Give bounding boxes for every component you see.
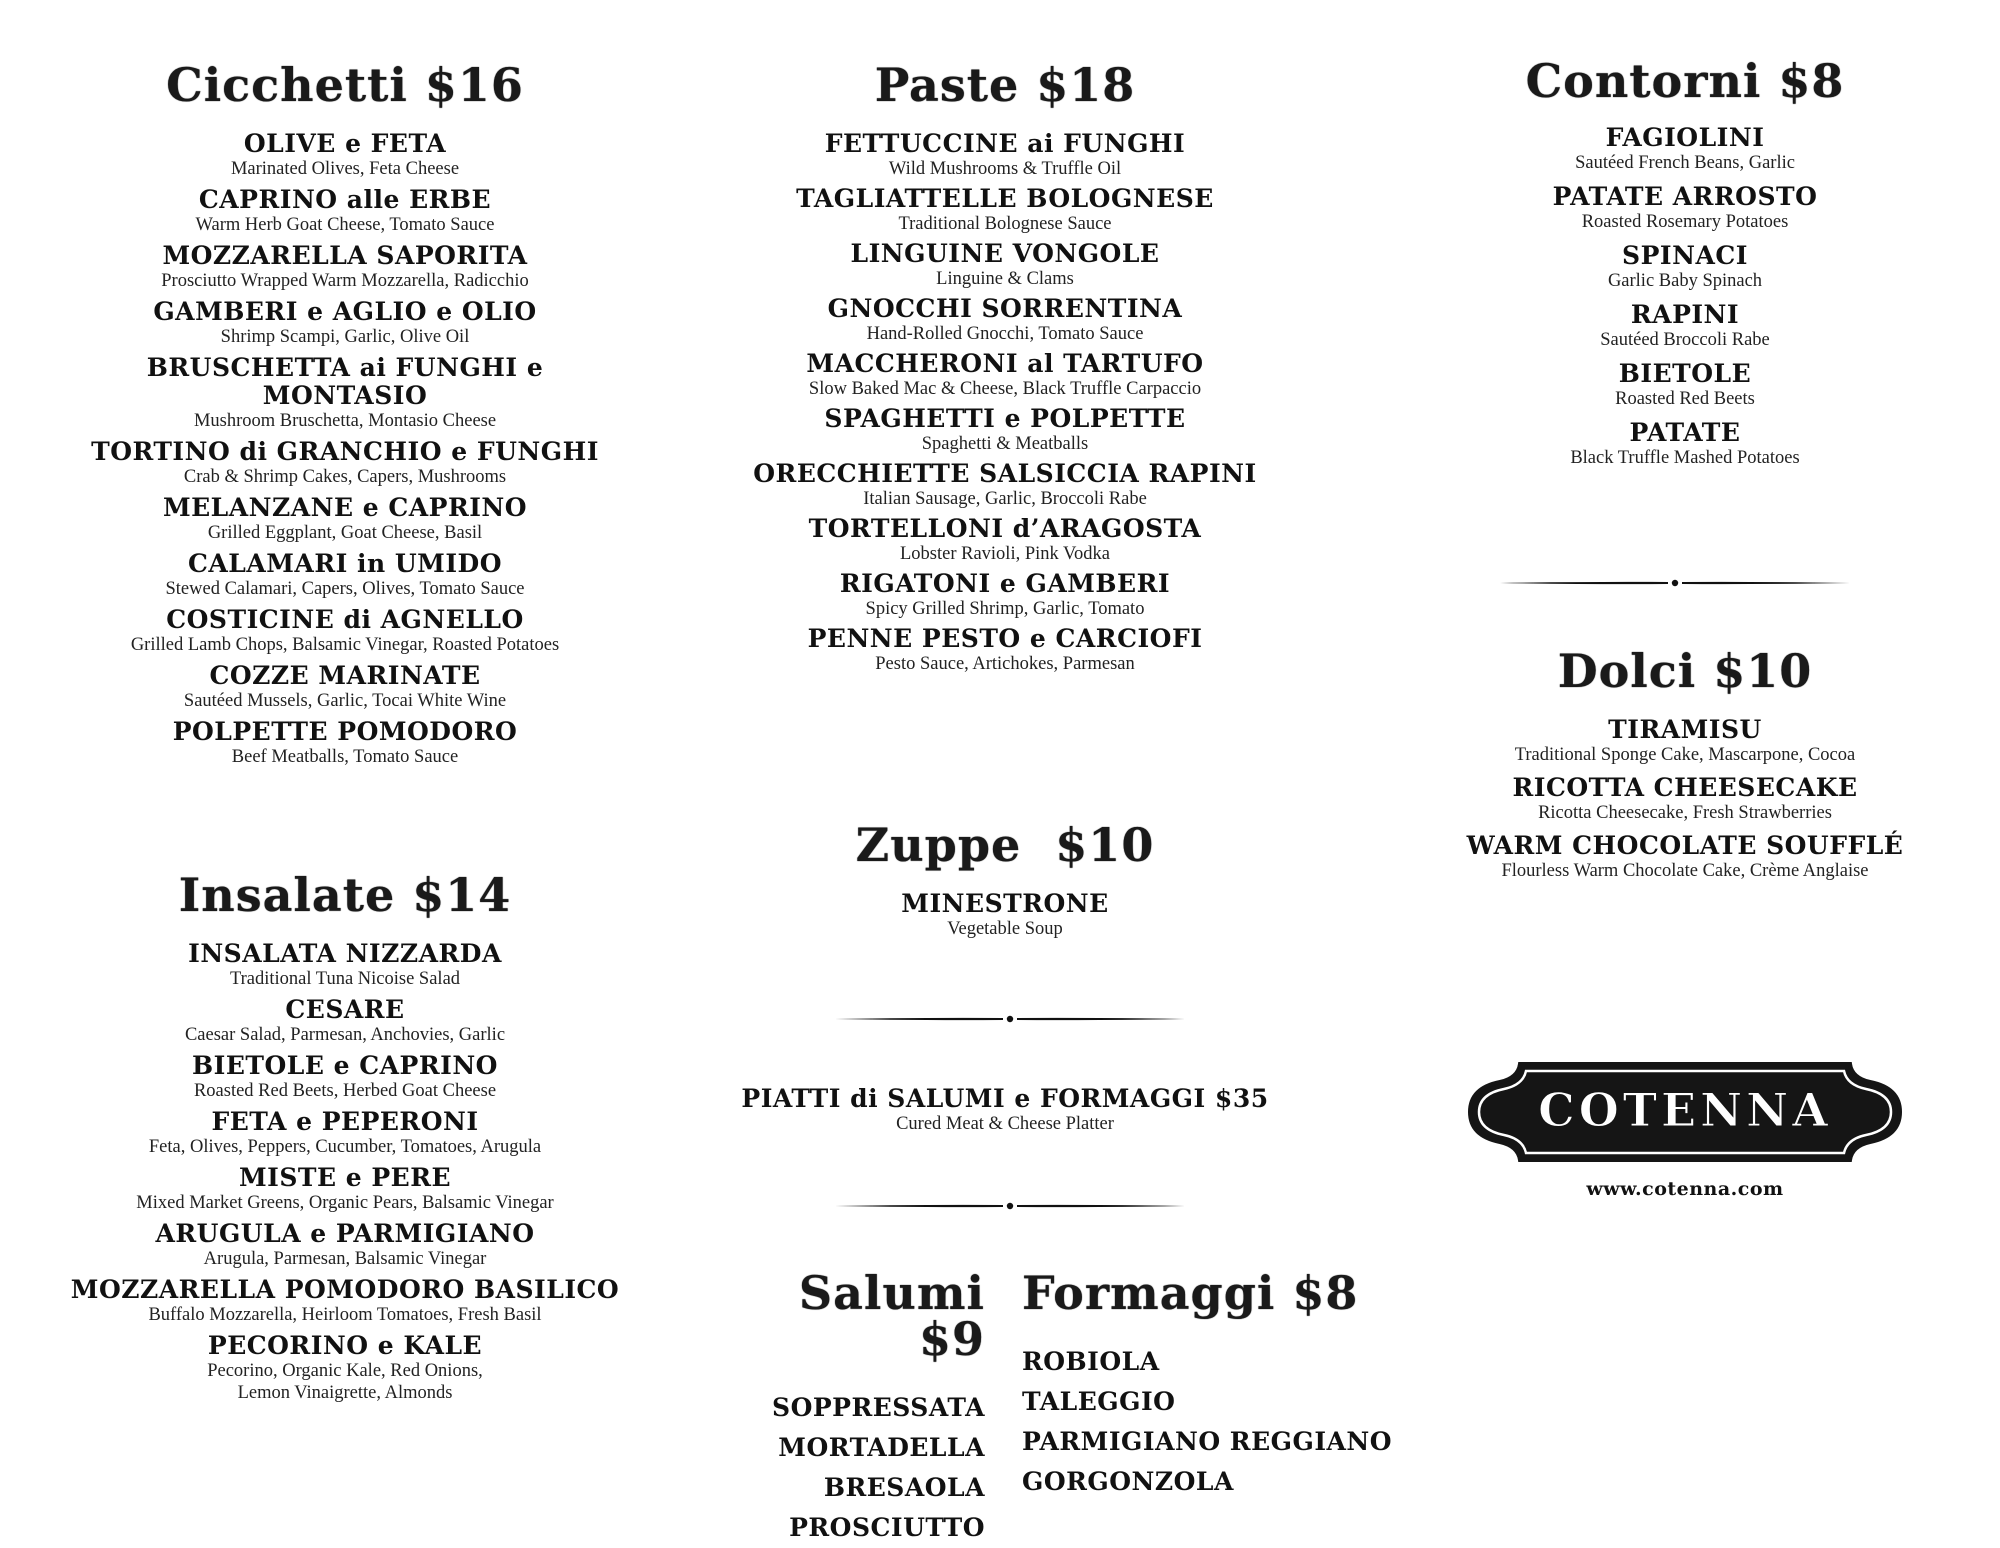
item-description: Marinated Olives, Feta Cheese — [230, 159, 460, 179]
item-name: MOZZARELLA POMODORO BASILICO — [70, 1275, 620, 1304]
item-description: Ricotta Cheesecake, Fresh Strawberries — [1538, 803, 1832, 823]
list-item: TALEGGIO — [1022, 1387, 1176, 1416]
menu-item — [1460, 301, 1910, 351]
item-description: Roasted Red Beets, Herbed Goat Cheese — [193, 1081, 497, 1101]
item-name: BIETOLE e CAPRINO — [192, 1051, 498, 1080]
menu-item — [740, 350, 1270, 400]
website-url: www.cotenna.com — [1586, 1178, 1784, 1200]
menu-item — [60, 1052, 630, 1102]
insalate-title: Insalate $14 — [178, 868, 512, 922]
item-description: Flourless Warm Chocolate Cake, Crème Anglaise — [1501, 861, 1869, 881]
contorni-list — [1460, 124, 1910, 469]
item-description: Feta, Olives, Peppers, Cucumber, Tomatoes, Arugula — [148, 1137, 542, 1157]
piatti-name: PIATTI di SALUMI e FORMAGGI $35 — [741, 1084, 1269, 1113]
item-description: Garlic Baby Spinach — [1607, 271, 1763, 291]
item-description: Hand-Rolled Gnocchi, Tomato Sauce — [866, 324, 1144, 344]
cicchetti-title: Cicchetti $16 — [166, 58, 524, 112]
item-name: PENNE PESTO e CARCIOFI — [807, 624, 1203, 653]
menu-item — [1460, 774, 1910, 824]
item-name: WARM CHOCOLATE SOUFFLÉ — [1466, 831, 1904, 860]
formaggi-list — [1022, 1342, 1422, 1502]
menu-item — [740, 890, 1270, 940]
menu-item — [60, 242, 630, 292]
menu-item — [60, 1332, 630, 1404]
item-description: Lobster Ravioli, Pink Vodka — [899, 544, 1110, 564]
item-name: RICOTTA CHEESECAKE — [1512, 773, 1858, 802]
menu-item — [60, 718, 630, 768]
contorni-section — [1460, 54, 1910, 478]
item-description: Roasted Rosemary Potatoes — [1581, 212, 1789, 232]
piatti-section — [740, 1085, 1270, 1135]
menu-item — [60, 1108, 630, 1158]
menu-item — [740, 295, 1270, 345]
paste-section — [740, 58, 1270, 680]
item-description: Traditional Sponge Cake, Mascarpone, Cocoa — [1514, 745, 1856, 765]
item-description: Slow Baked Mac & Cheese, Black Truffle Carpaccio — [808, 379, 1202, 399]
menu-item — [60, 438, 630, 488]
item-description: Wild Mushrooms & Truffle Oil — [888, 159, 1122, 179]
item-name: LINGUINE VONGOLE — [850, 239, 1160, 268]
menu-item — [60, 1164, 630, 1214]
item-description: Buffalo Mozzarella, Heirloom Tomatoes, Fresh Basil — [148, 1305, 542, 1325]
item-name: RIGATONI e GAMBERI — [839, 569, 1171, 598]
item-name: PATATE ARROSTO — [1552, 182, 1818, 211]
formaggi-title: Formaggi $8 — [1022, 1266, 1359, 1320]
item-description: Grilled Eggplant, Goat Cheese, Basil — [207, 523, 483, 543]
list-item: ROBIOLA — [1022, 1347, 1160, 1376]
item-description: Sautéed Mussels, Garlic, Tocai White Wine — [183, 691, 507, 711]
item-name: MINESTRONE — [901, 889, 1109, 918]
item-description: Mushroom Bruschetta, Montasio Cheese — [193, 411, 497, 431]
cicchetti-section — [60, 58, 630, 774]
menu-item — [60, 1220, 630, 1270]
menu-item — [60, 186, 630, 236]
menu-item — [740, 130, 1270, 180]
item-name: PATATE — [1629, 418, 1741, 447]
paste-title: Paste $18 — [874, 58, 1136, 112]
list-item: SOPPRESSATA — [772, 1393, 985, 1422]
menu-item — [1460, 419, 1910, 469]
item-name: GAMBERI e AGLIO e OLIO — [153, 297, 537, 326]
item-description: Mixed Market Greens, Organic Pears, Balsamic Vinegar — [136, 1193, 554, 1213]
item-name: FETTUCCINE ai FUNGHI — [824, 129, 1186, 158]
item-name: CALAMARI in UMIDO — [187, 549, 503, 578]
paste-list — [740, 130, 1270, 675]
insalate-list — [60, 940, 630, 1404]
item-description: Linguine & Clams — [936, 269, 1074, 289]
list-item: MORTADELLA — [778, 1433, 985, 1462]
item-description: Black Truffle Mashed Potatoes — [1570, 448, 1800, 468]
item-name: TORTINO di GRANCHIO e FUNGHI — [91, 437, 599, 466]
contorni-title: Contorni $8 — [1525, 54, 1845, 108]
item-description: Spaghetti & Meatballs — [921, 434, 1089, 454]
item-name: MACCHERONI al TARTUFO — [806, 349, 1204, 378]
item-name: FAGIOLINI — [1605, 123, 1765, 152]
item-description: Crab & Shrimp Cakes, Capers, Mushrooms — [183, 467, 507, 487]
item-name: TIRAMISU — [1608, 715, 1762, 744]
dolci-list — [1460, 716, 1910, 882]
ornamental-divider — [835, 1200, 1185, 1212]
menu-item — [60, 298, 630, 348]
item-name: RAPINI — [1630, 300, 1740, 329]
item-description: Vegetable Soup — [947, 919, 1063, 939]
item-name: INSALATA NIZZARDA — [188, 939, 502, 968]
item-name: MISTE e PERE — [238, 1163, 452, 1192]
menu-item — [60, 606, 630, 656]
item-description: Pesto Sauce, Artichokes, Parmesan — [875, 654, 1135, 674]
item-name: BIETOLE — [1618, 359, 1752, 388]
item-name: TORTELLONI d’ARAGOSTA — [808, 514, 1202, 543]
item-name: MOZZARELLA SAPORITA — [162, 241, 528, 270]
cotenna-logo — [1460, 1058, 1910, 1166]
item-name: PECORINO e KALE — [207, 1331, 483, 1360]
item-name: OLIVE e FETA — [243, 129, 447, 158]
dolci-title: Dolci $10 — [1557, 644, 1813, 698]
menu-item — [60, 354, 630, 432]
item-description: Sautéed Broccoli Rabe — [1600, 330, 1770, 350]
menu-item — [60, 996, 630, 1046]
item-name: GNOCCHI SORRENTINA — [827, 294, 1183, 323]
salumi-list — [740, 1388, 985, 1548]
menu-item — [60, 494, 630, 544]
list-item: BRESAOLA — [823, 1473, 985, 1502]
menu-item — [740, 185, 1270, 235]
item-description: Pecorino, Organic Kale, Red Onions, — [207, 1361, 483, 1381]
item-name: BRUSCHETTA ai FUNGHI e MONTASIO — [146, 353, 544, 410]
menu-item — [1460, 716, 1910, 766]
item-description: Prosciutto Wrapped Warm Mozzarella, Radicchio — [161, 271, 529, 291]
item-name: TAGLIATTELLE BOLOGNESE — [796, 184, 1214, 213]
menu-item — [60, 662, 630, 712]
item-name: COZZE MARINATE — [209, 661, 481, 690]
list-item: PROSCIUTTO — [789, 1513, 985, 1542]
item-name: FETA e PEPERONI — [211, 1107, 479, 1136]
menu-item — [740, 570, 1270, 620]
item-description: Sautéed French Beans, Garlic — [1575, 153, 1795, 173]
menu-item — [60, 130, 630, 180]
item-description: Spicy Grilled Shrimp, Garlic, Tomato — [865, 599, 1145, 619]
piatti-description: Cured Meat & Cheese Platter — [896, 1114, 1114, 1134]
item-name: SPAGHETTI e POLPETTE — [824, 404, 1186, 433]
item-description: Arugula, Parmesan, Balsamic Vinegar — [203, 1249, 487, 1269]
menu-item — [60, 550, 630, 600]
item-name: ARUGULA e PARMIGIANO — [155, 1219, 535, 1248]
item-name: POLPETTE POMODORO — [172, 717, 518, 746]
salumi-section — [740, 1266, 985, 1548]
menu-item — [1460, 832, 1910, 882]
item-description: Beef Meatballs, Tomato Sauce — [231, 747, 459, 767]
insalate-section — [60, 868, 630, 1410]
ornamental-divider — [835, 1013, 1185, 1025]
menu-item — [740, 405, 1270, 455]
cicchetti-list — [60, 130, 630, 768]
item-description: Roasted Red Beets — [1615, 389, 1755, 409]
item-description: Warm Herb Goat Cheese, Tomato Sauce — [195, 215, 495, 235]
item-description: Traditional Bolognese Sauce — [898, 214, 1112, 234]
logo-text: COTENNA — [1538, 1083, 1832, 1137]
salumi-title: Salumi $9 — [798, 1266, 985, 1366]
item-description: Caesar Salad, Parmesan, Anchovies, Garlic — [184, 1025, 506, 1045]
item-description: Stewed Calamari, Capers, Olives, Tomato Sauce — [165, 579, 525, 599]
menu-item — [1460, 242, 1910, 292]
menu-item — [740, 240, 1270, 290]
dolci-section — [1460, 644, 1910, 890]
list-item: PARMIGIANO REGGIANO — [1022, 1427, 1393, 1456]
item-name: ORECCHIETTE SALSICCIA RAPINI — [753, 459, 1257, 488]
list-item: GORGONZOLA — [1022, 1467, 1234, 1496]
item-description-line-2: Lemon Vinaigrette, Almonds — [237, 1383, 453, 1403]
menu-item — [740, 625, 1270, 675]
ornamental-divider — [1500, 577, 1850, 589]
menu-item — [60, 1276, 630, 1326]
menu-item — [740, 515, 1270, 565]
menu-item — [60, 940, 630, 990]
menu-item — [740, 460, 1270, 510]
menu-item — [1460, 124, 1910, 174]
zuppe-list — [740, 890, 1270, 940]
item-name: COSTICINE di AGNELLO — [166, 605, 524, 634]
item-description: Traditional Tuna Nicoise Salad — [229, 969, 461, 989]
zuppe-section — [740, 818, 1270, 945]
formaggi-section — [1022, 1266, 1422, 1502]
item-name: MELANZANE e CAPRINO — [162, 493, 528, 522]
item-name: CESARE — [285, 995, 405, 1024]
item-description: Italian Sausage, Garlic, Broccoli Rabe — [863, 489, 1147, 509]
menu-item — [1460, 183, 1910, 233]
item-description: Grilled Lamb Chops, Balsamic Vinegar, Roasted Potatoes — [130, 635, 560, 655]
item-description: Shrimp Scampi, Garlic, Olive Oil — [220, 327, 470, 347]
item-name: SPINACI — [1622, 241, 1748, 270]
item-name: CAPRINO alle ERBE — [198, 185, 492, 214]
menu-item — [1460, 360, 1910, 410]
zuppe-title: Zuppe $10 — [855, 818, 1155, 872]
